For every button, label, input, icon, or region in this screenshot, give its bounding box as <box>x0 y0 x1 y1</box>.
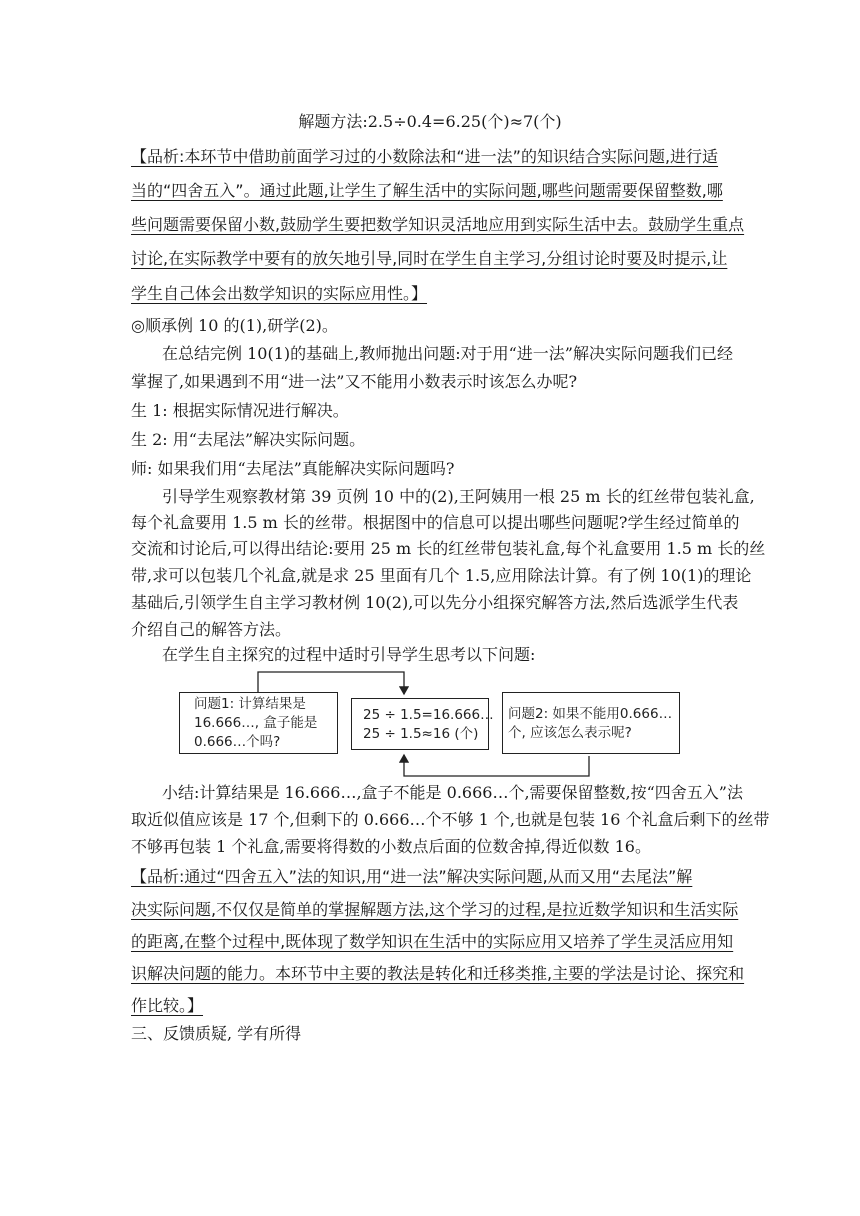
calculation-box <box>351 698 494 750</box>
question2-text: 个, 应该怎么表示呢? <box>508 725 632 741</box>
analysis-line: 【品析:通过“四舍五入”法的知识,用“进一法”解决实际问题,从而又用“去尾法”解 <box>131 867 693 886</box>
analysis-line: 当的“四舍五入”。通过此题,让学生了解生活中的实际问题,哪些问题需要保留整数,哪 <box>131 181 723 200</box>
analysis-line: 些问题需要保留小数,鼓励学生要把数学知识灵活地应用到实际生活中去。鼓励学生重点 <box>131 215 745 234</box>
summary-line: 取近似值应该是 17 个,但剩下的 0.666…个不够 1 个,也就是包装 16 个礼盒后剩下的丝带 <box>131 810 770 829</box>
method-line: 解题方法:2.5÷0.4=6.25(个)≈7(个) <box>298 112 562 131</box>
paragraph-line: 每个礼盒要用 1.5 m 长的丝带。根据图中的信息可以提出哪些问题呢?学生经过简单的 <box>131 513 740 532</box>
student1-line: 生 1: 根据实际情况进行解决。 <box>131 401 349 420</box>
question1-box <box>179 692 338 754</box>
paragraph-line: 带,求可以包装几个礼盒,就是求 25 里面有几个 1.5,应用除法计算。有了例 10(1)的理论 <box>131 566 752 585</box>
paragraph-line: 基础后,引领学生自主学习教材例 10(2),可以先分小组探究解答方法,然后选派学生代表 <box>131 593 739 612</box>
paragraph-line: 引导学生观察教材第 39 页例 10 中的(2),王阿姨用一根 25 m 长的红丝带包装礼盒, <box>162 487 755 506</box>
question1-text: 16.666…, 盒子能是 <box>194 715 318 731</box>
analysis-line: 【品析:本环节中借助前面学习过的小数除法和“进一法”的知识结合实际问题,进行适 <box>131 147 719 166</box>
question2-text: 问题2: 如果不能用0.666… <box>508 706 673 722</box>
question2-box <box>502 692 680 754</box>
summary-line: 不够再包装 1 个礼盒,需要将得数的小数点后面的位数舍掉,得近似数 16。 <box>131 837 651 856</box>
question1-text: 0.666…个吗? <box>194 734 281 750</box>
summary-line: 小结:计算结果是 16.666…,盒子不能是 0.666…个,需要保留整数,按“四舍五入”法 <box>162 783 743 802</box>
analysis-line: 决实际问题,不仅仅是简单的掌握解题方法,这个学习的过程,是拉近数学知识和生活实际 <box>131 900 739 919</box>
paragraph-line: 介绍自己的解答方法。 <box>131 620 292 639</box>
paragraph-line: 交流和讨论后,可以得出结论:要用 25 m 长的红丝带包装礼盒,每个礼盒要用 1.5 m 长的丝 <box>131 539 766 558</box>
follow-line: ◎顺承例 10 的(1),研学(2)。 <box>131 316 338 335</box>
calculation-text: 25 ÷ 1.5=16.666… <box>363 707 494 723</box>
analysis-line: 作比较。】 <box>131 996 204 1015</box>
analysis-line: 学生自己体会出数学知识的实际应用性。】 <box>131 284 428 303</box>
analysis-line: 讨论,在实际教学中要有的放矢地引导,同时在学生自主学习,分组讨论时要及时提示,让 <box>131 249 728 268</box>
analysis-line: 识解决问题的能力。本环节中主要的教法是转化和迁移类推,主要的学法是讨论、探究和 <box>131 964 745 983</box>
teacher-line: 师: 如果我们用“去尾法”真能解决实际问题吗? <box>131 459 455 478</box>
question1-text: 问题1: 计算结果是 <box>194 696 306 712</box>
section-heading: 三、反馈质疑, 学有所得 <box>131 1024 302 1043</box>
paragraph-line: 在学生自主探究的过程中适时引导学生思考以下问题: <box>162 645 536 664</box>
paragraph-line: 掌握了,如果遇到不用“进一法”又不能用小数表示时该怎么办呢? <box>131 372 578 391</box>
analysis-line: 的距离,在整个过程中,既体现了数学知识在生活中的实际应用又培养了学生灵活应用知 <box>131 932 734 951</box>
student2-line: 生 2: 用“去尾法”解决实际问题。 <box>131 430 366 449</box>
calculation-text: 25 ÷ 1.5≈16 (个) <box>363 726 479 742</box>
paragraph-line: 在总结完例 10(1)的基础上,教师抛出问题:对于用“进一法”解决实际问题我们已经 <box>162 344 733 363</box>
